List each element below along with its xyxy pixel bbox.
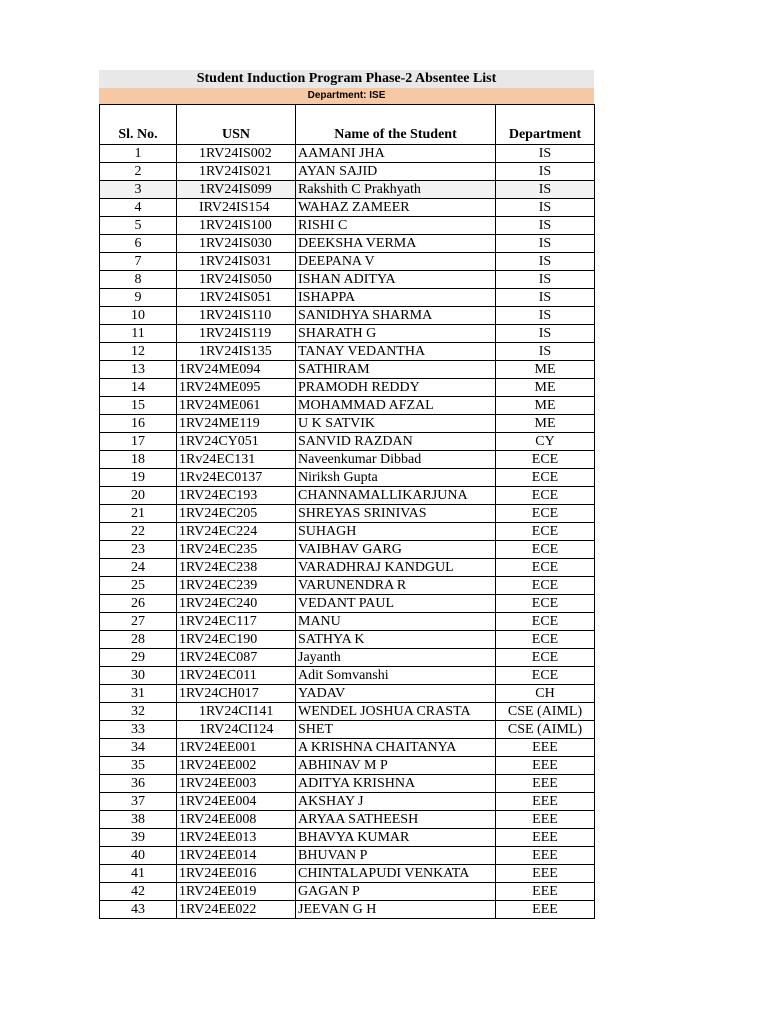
department-cell: EEE — [496, 811, 595, 829]
department-cell: ECE — [496, 487, 595, 505]
sl-no-cell: 43 — [100, 901, 177, 919]
department-cell: EEE — [496, 883, 595, 901]
table-row — [100, 505, 595, 523]
column-header-department: Department — [496, 105, 595, 145]
department-cell: ECE — [496, 523, 595, 541]
sl-no-cell: 42 — [100, 883, 177, 901]
usn-cell: 1RV24CH017 — [177, 685, 296, 703]
department-cell: ME — [496, 397, 595, 415]
table-row — [100, 217, 595, 235]
sl-no-cell: 36 — [100, 775, 177, 793]
student-name-cell: DEEPANA V — [296, 253, 496, 271]
student-name-cell: DEEKSHA VERMA — [296, 235, 496, 253]
usn-cell: 1RV24IS030 — [177, 235, 296, 253]
department-cell: ECE — [496, 469, 595, 487]
table-row — [100, 307, 595, 325]
usn-cell: IRV24IS154 — [177, 199, 296, 217]
sl-no-cell: 10 — [100, 307, 177, 325]
sl-no-cell: 1 — [100, 145, 177, 163]
student-name-cell: SANIDHYA SHARMA — [296, 307, 496, 325]
department-cell: IS — [496, 235, 595, 253]
usn-cell: 1RV24EE008 — [177, 811, 296, 829]
student-name-cell: MOHAMMAD AFZAL — [296, 397, 496, 415]
department-cell: ECE — [496, 649, 595, 667]
student-name-cell: BHAVYA KUMAR — [296, 829, 496, 847]
sl-no-cell: 18 — [100, 451, 177, 469]
usn-cell: 1RV24IS050 — [177, 271, 296, 289]
student-name-cell: GAGAN P — [296, 883, 496, 901]
usn-cell: 1RV24EE004 — [177, 793, 296, 811]
sl-no-cell: 30 — [100, 667, 177, 685]
table-row — [100, 487, 595, 505]
usn-cell: 1RV24EE016 — [177, 865, 296, 883]
department-cell: EEE — [496, 757, 595, 775]
usn-cell: 1RV24EE022 — [177, 901, 296, 919]
sl-no-cell: 24 — [100, 559, 177, 577]
usn-cell: 1RV24EE019 — [177, 883, 296, 901]
table-row — [100, 649, 595, 667]
sl-no-cell: 6 — [100, 235, 177, 253]
sl-no-cell: 28 — [100, 631, 177, 649]
sl-no-cell: 12 — [100, 343, 177, 361]
student-name-cell: Rakshith C Prakhyath — [296, 181, 496, 199]
table-row — [100, 613, 595, 631]
usn-cell: 1RV24IS021 — [177, 163, 296, 181]
department-cell: ECE — [496, 667, 595, 685]
usn-cell: 1RV24IS110 — [177, 307, 296, 325]
usn-cell: 1RV24ME095 — [177, 379, 296, 397]
table-row — [100, 289, 595, 307]
column-header-sl-no: Sl. No. — [100, 105, 177, 145]
usn-cell: 1RV24EC240 — [177, 595, 296, 613]
table-row — [100, 793, 595, 811]
sl-no-cell: 8 — [100, 271, 177, 289]
student-name-cell: AKSHAY J — [296, 793, 496, 811]
usn-cell: 1RV24EC190 — [177, 631, 296, 649]
absentee-table — [99, 104, 595, 919]
department-cell: CH — [496, 685, 595, 703]
student-name-cell: TANAY VEDANTHA — [296, 343, 496, 361]
table-row — [100, 343, 595, 361]
sl-no-cell: 29 — [100, 649, 177, 667]
sl-no-cell: 31 — [100, 685, 177, 703]
table-row — [100, 811, 595, 829]
table-row — [100, 361, 595, 379]
student-name-cell: VAIBHAV GARG — [296, 541, 496, 559]
department-cell: EEE — [496, 847, 595, 865]
student-name-cell: Niriksh Gupta — [296, 469, 496, 487]
usn-cell: 1RV24EE014 — [177, 847, 296, 865]
sl-no-cell: 5 — [100, 217, 177, 235]
table-row — [100, 523, 595, 541]
usn-cell: 1RV24EE003 — [177, 775, 296, 793]
department-cell: IS — [496, 199, 595, 217]
table-row — [100, 829, 595, 847]
table-body — [100, 145, 595, 919]
usn-cell: 1RV24IS051 — [177, 289, 296, 307]
department-cell: ECE — [496, 595, 595, 613]
department-cell: EEE — [496, 739, 595, 757]
usn-cell: 1RV24ME061 — [177, 397, 296, 415]
table-row — [100, 739, 595, 757]
student-name-cell: VARUNENDRA R — [296, 577, 496, 595]
department-cell: IS — [496, 145, 595, 163]
table-row — [100, 433, 595, 451]
student-name-cell: WAHAZ ZAMEER — [296, 199, 496, 217]
sl-no-cell: 7 — [100, 253, 177, 271]
department-banner: Department: ISE — [99, 88, 594, 104]
student-name-cell: MANU — [296, 613, 496, 631]
sl-no-cell: 33 — [100, 721, 177, 739]
student-name-cell: SATHYA K — [296, 631, 496, 649]
department-cell: IS — [496, 163, 595, 181]
department-cell: CSE (AIML) — [496, 721, 595, 739]
sl-no-cell: 25 — [100, 577, 177, 595]
usn-cell: 1RV24EE001 — [177, 739, 296, 757]
student-name-cell: WENDEL JOSHUA CRASTA — [296, 703, 496, 721]
sheet-title: Student Induction Program Phase-2 Absentee List — [99, 70, 594, 88]
table-row — [100, 631, 595, 649]
student-name-cell: ARYAA SATHEESH — [296, 811, 496, 829]
sl-no-cell: 26 — [100, 595, 177, 613]
student-name-cell: JEEVAN G H — [296, 901, 496, 919]
sl-no-cell: 4 — [100, 199, 177, 217]
table-row — [100, 901, 595, 919]
usn-cell: 1RV24CY051 — [177, 433, 296, 451]
table-row — [100, 595, 595, 613]
usn-cell: 1RV24EC011 — [177, 667, 296, 685]
student-name-cell: ABHINAV M P — [296, 757, 496, 775]
usn-cell: 1RV24EC235 — [177, 541, 296, 559]
table-row — [100, 145, 595, 163]
department-cell: IS — [496, 253, 595, 271]
department-cell: IS — [496, 307, 595, 325]
table-row — [100, 865, 595, 883]
table-row — [100, 415, 595, 433]
sl-no-cell: 16 — [100, 415, 177, 433]
sl-no-cell: 32 — [100, 703, 177, 721]
usn-cell: 1RV24ME094 — [177, 361, 296, 379]
table-row — [100, 685, 595, 703]
student-name-cell: SANVID RAZDAN — [296, 433, 496, 451]
student-name-cell: Jayanth — [296, 649, 496, 667]
student-name-cell: ADITYA KRISHNA — [296, 775, 496, 793]
student-name-cell: A KRISHNA CHAITANYA — [296, 739, 496, 757]
student-name-cell: PRAMODH REDDY — [296, 379, 496, 397]
table-row — [100, 577, 595, 595]
table-row — [100, 883, 595, 901]
sl-no-cell: 22 — [100, 523, 177, 541]
usn-cell: 1RV24IS002 — [177, 145, 296, 163]
usn-cell: 1RV24IS119 — [177, 325, 296, 343]
table-row — [100, 253, 595, 271]
table-row — [100, 559, 595, 577]
table-row — [100, 847, 595, 865]
sl-no-cell: 9 — [100, 289, 177, 307]
table-row — [100, 235, 595, 253]
department-cell: ECE — [496, 541, 595, 559]
sl-no-cell: 23 — [100, 541, 177, 559]
table-row — [100, 379, 595, 397]
column-header-usn: USN — [177, 105, 296, 145]
sl-no-cell: 15 — [100, 397, 177, 415]
department-cell: EEE — [496, 775, 595, 793]
department-cell: IS — [496, 289, 595, 307]
sl-no-cell: 39 — [100, 829, 177, 847]
usn-cell: 1RV24EC205 — [177, 505, 296, 523]
table-row — [100, 271, 595, 289]
absentee-sheet — [99, 70, 594, 919]
department-cell: IS — [496, 271, 595, 289]
student-name-cell: YADAV — [296, 685, 496, 703]
department-cell: EEE — [496, 829, 595, 847]
student-name-cell: SUHAGH — [296, 523, 496, 541]
sl-no-cell: 17 — [100, 433, 177, 451]
usn-cell: 1RV24EE002 — [177, 757, 296, 775]
usn-cell: 1RV24CI124 — [177, 721, 296, 739]
usn-cell: 1RV24EC238 — [177, 559, 296, 577]
usn-cell: 1RV24EC239 — [177, 577, 296, 595]
usn-cell: 1Rv24EC0137 — [177, 469, 296, 487]
department-cell: ME — [496, 379, 595, 397]
department-cell: ECE — [496, 505, 595, 523]
student-name-cell: U K SATVIK — [296, 415, 496, 433]
department-cell: CSE (AIML) — [496, 703, 595, 721]
department-cell: EEE — [496, 901, 595, 919]
student-name-cell: SATHIRAM — [296, 361, 496, 379]
department-cell: ECE — [496, 577, 595, 595]
student-name-cell: VEDANT PAUL — [296, 595, 496, 613]
sl-no-cell: 34 — [100, 739, 177, 757]
student-name-cell: AYAN SAJID — [296, 163, 496, 181]
usn-cell: 1RV24EC224 — [177, 523, 296, 541]
sl-no-cell: 3 — [100, 181, 177, 199]
student-name-cell: Adit Somvanshi — [296, 667, 496, 685]
usn-cell: 1RV24CI141 — [177, 703, 296, 721]
usn-cell: 1RV24EC193 — [177, 487, 296, 505]
department-cell: IS — [496, 325, 595, 343]
department-cell: ECE — [496, 559, 595, 577]
sl-no-cell: 41 — [100, 865, 177, 883]
student-name-cell: CHINTALAPUDI VENKATA — [296, 865, 496, 883]
student-name-cell: SHARATH G — [296, 325, 496, 343]
table-row — [100, 667, 595, 685]
table-row — [100, 325, 595, 343]
sl-no-cell: 37 — [100, 793, 177, 811]
table-row — [100, 775, 595, 793]
column-header-name: Name of the Student — [296, 105, 496, 145]
table-row — [100, 451, 595, 469]
sl-no-cell: 19 — [100, 469, 177, 487]
table-row — [100, 757, 595, 775]
table-row — [100, 199, 595, 217]
usn-cell: 1RV24IS135 — [177, 343, 296, 361]
student-name-cell: RISHI C — [296, 217, 496, 235]
table-header-row — [100, 105, 595, 145]
student-name-cell: BHUVAN P — [296, 847, 496, 865]
student-name-cell: SHET — [296, 721, 496, 739]
sl-no-cell: 40 — [100, 847, 177, 865]
sl-no-cell: 38 — [100, 811, 177, 829]
student-name-cell: SHREYAS SRINIVAS — [296, 505, 496, 523]
usn-cell: 1RV24IS099 — [177, 181, 296, 199]
usn-cell: 1RV24IS031 — [177, 253, 296, 271]
department-cell: IS — [496, 217, 595, 235]
student-name-cell: ISHAPPA — [296, 289, 496, 307]
table-row — [100, 721, 595, 739]
usn-cell: 1Rv24EC131 — [177, 451, 296, 469]
table-row — [100, 181, 595, 199]
student-name-cell: AAMANI JHA — [296, 145, 496, 163]
department-cell: CY — [496, 433, 595, 451]
sl-no-cell: 14 — [100, 379, 177, 397]
department-cell: IS — [496, 181, 595, 199]
department-cell: ME — [496, 361, 595, 379]
sl-no-cell: 11 — [100, 325, 177, 343]
usn-cell: 1RV24EC117 — [177, 613, 296, 631]
table-row — [100, 541, 595, 559]
department-cell: ECE — [496, 613, 595, 631]
sl-no-cell: 21 — [100, 505, 177, 523]
usn-cell: 1RV24EC087 — [177, 649, 296, 667]
usn-cell: 1RV24IS100 — [177, 217, 296, 235]
department-cell: IS — [496, 343, 595, 361]
sl-no-cell: 35 — [100, 757, 177, 775]
department-cell: EEE — [496, 793, 595, 811]
student-name-cell: ISHAN ADITYA — [296, 271, 496, 289]
student-name-cell: Naveenkumar Dibbad — [296, 451, 496, 469]
usn-cell: 1RV24ME119 — [177, 415, 296, 433]
usn-cell: 1RV24EE013 — [177, 829, 296, 847]
table-row — [100, 469, 595, 487]
department-cell: ME — [496, 415, 595, 433]
sl-no-cell: 27 — [100, 613, 177, 631]
sl-no-cell: 2 — [100, 163, 177, 181]
department-cell: ECE — [496, 631, 595, 649]
sl-no-cell: 13 — [100, 361, 177, 379]
sl-no-cell: 20 — [100, 487, 177, 505]
student-name-cell: VARADHRAJ KANDGUL — [296, 559, 496, 577]
department-cell: ECE — [496, 451, 595, 469]
department-cell: EEE — [496, 865, 595, 883]
table-row — [100, 397, 595, 415]
table-row — [100, 703, 595, 721]
table-row — [100, 163, 595, 181]
student-name-cell: CHANNAMALLIKARJUNA — [296, 487, 496, 505]
